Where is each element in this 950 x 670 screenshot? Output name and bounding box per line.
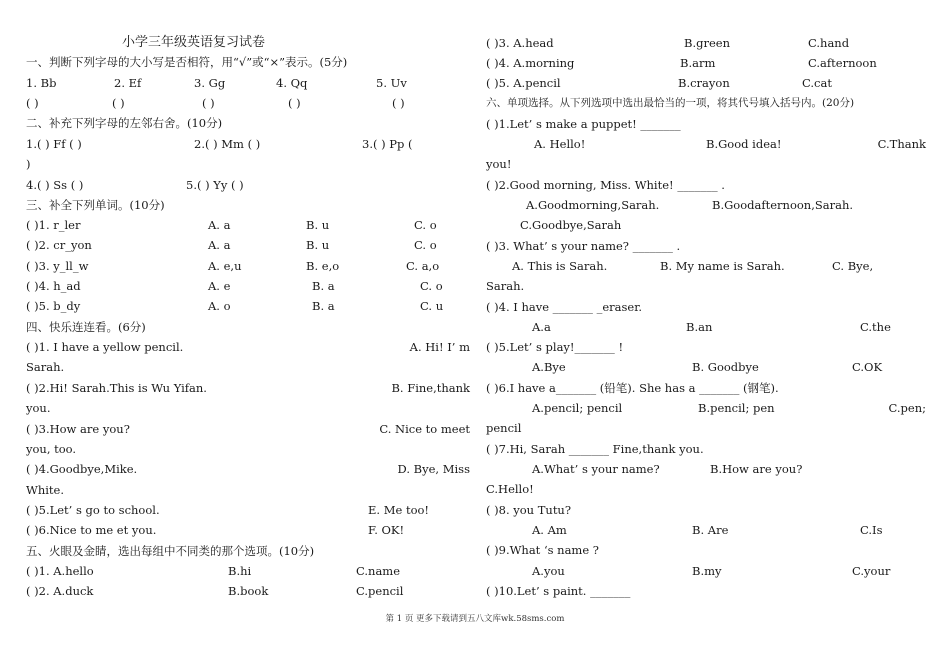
option-b[interactable]: B.hi [228, 564, 252, 578]
odd-one-row [486, 35, 926, 51]
section-4-heading: 四、快乐连连看。(6分) [26, 320, 146, 334]
option-b[interactable]: B. u [306, 238, 330, 252]
option-a[interactable]: A. o [208, 299, 231, 313]
match-question[interactable]: ( )6.Nice to me et you. [26, 523, 157, 537]
question-5[interactable]: ( )5.Let’ s play!_______ ! [486, 340, 624, 354]
question-9[interactable]: ( )9.What ‘s name ? [486, 543, 599, 557]
option-c[interactable]: C.Hello! [486, 482, 534, 496]
option-b[interactable]: B. a [312, 299, 335, 313]
question-10[interactable]: ( )10.Let’ s paint. _______ [486, 584, 631, 598]
match-answer[interactable]: F. OK! [368, 523, 405, 537]
match-question[interactable]: ( )3.How are you? [26, 422, 130, 436]
option-b[interactable]: B.crayon [678, 76, 730, 90]
option-a[interactable]: A. Hello! [534, 137, 586, 151]
option-a[interactable]: A.you [532, 564, 565, 578]
option-c[interactable]: C.pen; [888, 401, 926, 415]
option-b[interactable]: B.arm [680, 56, 716, 70]
option-b[interactable]: B.pencil; pen [698, 401, 775, 415]
question[interactable]: ( )3. A.head [486, 36, 554, 50]
section-1-blanks [26, 95, 470, 111]
section-3-row [26, 298, 470, 314]
option-c[interactable]: C.name [356, 564, 401, 578]
options-4 [486, 319, 926, 335]
question[interactable]: ( )5. A.pencil [486, 76, 561, 90]
question[interactable]: ( )1. r_ler [26, 218, 81, 232]
option-b[interactable]: B.book [228, 584, 269, 598]
option-c[interactable]: C.hand [808, 36, 850, 50]
option-a[interactable]: A.What’ s your name? [532, 462, 660, 476]
option-c[interactable]: C.pencil [356, 584, 404, 598]
question-6[interactable]: ( )6.I have a_______ (铅笔). She has a _______ (钢笔). [486, 381, 779, 395]
option-b[interactable]: B. My name is Sarah. [660, 259, 785, 273]
question-7[interactable]: ( )7.Hi, Sarah _______ Fine,thank you. [486, 442, 704, 456]
odd-one-row [486, 75, 926, 91]
answer-blank[interactable]: ( ) [112, 96, 125, 110]
section-2-row-2 [26, 177, 470, 193]
option-a[interactable]: A. a [208, 238, 231, 252]
neighbor-item[interactable]: 1.( ) Ff ( ) [26, 137, 82, 151]
option-c[interactable]: C.the [860, 320, 891, 334]
match-row [26, 339, 470, 355]
question[interactable]: ( )2. A.duck [26, 584, 94, 598]
question[interactable]: ( )2. cr_yon [26, 238, 92, 252]
match-answer[interactable]: A. Hi! I’ m [409, 340, 470, 354]
neighbor-item[interactable]: 4.( ) Ss ( ) [26, 178, 84, 192]
section-6-heading: 六、单项选择。从下列选项中选出最恰当的一项，将其代号填入括号内。(20分) [486, 97, 855, 109]
match-row [26, 421, 470, 437]
match-question[interactable]: ( )2.Hi! Sarah.This is Wu Yifan. [26, 381, 207, 395]
option-a[interactable]: A. e,u [208, 259, 242, 273]
option-a[interactable]: A. Am [532, 523, 567, 537]
options-9 [486, 563, 926, 579]
option-b[interactable]: B.Good idea! [706, 137, 782, 151]
match-answer[interactable]: D. Bye, Miss [397, 462, 470, 476]
option-c[interactable]: C. a,o [406, 259, 440, 273]
option-b[interactable]: B. a [312, 279, 335, 293]
match-answer-wrap: White. [26, 483, 64, 497]
match-answer-wrap: Sarah. [26, 360, 65, 374]
section-3-row [26, 258, 470, 274]
neighbor-item[interactable]: 3.( ) Pp ( [362, 137, 413, 151]
letter-pair: 2. Ef [114, 76, 142, 90]
option-a[interactable]: A. a [208, 218, 231, 232]
section-5-heading: 五、火眼及金睛，选出每组中不同类的那个选项。(10分) [26, 544, 315, 558]
section-3-heading: 三、补全下列单词。(10分) [26, 198, 165, 212]
page-title: 小学三年级英语复习试卷 [122, 35, 266, 50]
option-wrap: you! [486, 157, 512, 171]
option-c[interactable]: C.your [852, 564, 891, 578]
question-1[interactable]: ( )1.Let’ s make a puppet! _______ [486, 117, 681, 131]
option-b[interactable]: B.my [692, 564, 722, 578]
letter-pair: 3. Gg [194, 76, 226, 90]
match-row [26, 502, 470, 518]
odd-one-row [486, 55, 926, 71]
match-answer[interactable]: C. Nice to meet [379, 422, 470, 436]
option-c[interactable]: C. o [414, 218, 437, 232]
option-b[interactable]: B. Goodbye [692, 360, 759, 374]
option-c[interactable]: C.Goodbye,Sarah [520, 218, 622, 232]
options-2 [486, 197, 926, 213]
question-4[interactable]: ( )4. I have _______ _eraser. [486, 300, 643, 314]
letter-pair: 5. Uv [376, 76, 407, 90]
answer-blank[interactable]: ( ) [392, 96, 405, 110]
section-1-letters [26, 75, 470, 91]
question[interactable]: ( )1. A.hello [26, 564, 94, 578]
option-a[interactable]: A.Goodmorning,Sarah. [526, 198, 660, 212]
question-3[interactable]: ( )3. What’ s your name? _______ . [486, 239, 681, 253]
question[interactable]: ( )4. A.morning [486, 56, 575, 70]
section-1-heading: 一、判断下列字母的大小写是否相符，用“√”或“×”表示。(5分) [26, 55, 348, 69]
option-c[interactable]: C.Is [860, 523, 883, 537]
match-row [26, 380, 470, 396]
answer-blank[interactable]: ( ) [288, 96, 301, 110]
option-c[interactable]: C. u [420, 299, 444, 313]
section-2-row-1-wrap: ) [26, 157, 31, 171]
neighbor-item[interactable]: 5.( ) Yy ( ) [186, 178, 244, 192]
answer-blank[interactable]: ( ) [26, 96, 39, 110]
match-question[interactable]: ( )5.Let’ s go to school. [26, 503, 160, 517]
options-5 [486, 359, 926, 375]
option-c[interactable]: C.Thank [877, 137, 926, 151]
question[interactable]: ( )4. h_ad [26, 279, 81, 293]
option-a[interactable]: A. e [208, 279, 231, 293]
option-c[interactable]: C. Bye, [832, 259, 874, 273]
odd-one-row [26, 563, 470, 579]
section-3-row [26, 278, 470, 294]
options-3 [486, 258, 926, 274]
option-c[interactable]: C. o [420, 279, 443, 293]
match-answer-wrap: you. [26, 401, 51, 415]
option-wrap: Sarah. [486, 279, 525, 293]
answer-blank[interactable]: ( ) [202, 96, 215, 110]
option-b[interactable]: B. e,o [306, 259, 340, 273]
options-7 [486, 461, 926, 477]
section-3-row [26, 237, 470, 253]
match-question[interactable]: ( )4.Goodbye,Mike. [26, 462, 138, 476]
option-b[interactable]: B.How are you? [710, 462, 803, 476]
question-8[interactable]: ( )8. you Tutu? [486, 503, 572, 517]
option-c[interactable]: C.afternoon [808, 56, 877, 70]
question[interactable]: ( )5. b_dy [26, 299, 81, 313]
options-1 [486, 136, 926, 152]
page-footer: 第 1 页 更多下载请到五八文库wk.58sms.com [385, 614, 565, 624]
option-c[interactable]: C. o [414, 238, 437, 252]
match-question[interactable]: ( )1. I have a yellow pencil. [26, 340, 184, 354]
section-2-heading: 二、补充下列字母的左邻右舍。(10分) [26, 116, 223, 130]
option-b[interactable]: B.green [684, 36, 730, 50]
question-2[interactable]: ( )2.Good morning, Miss. White! _______ . [486, 178, 725, 192]
letter-pair: 1. Bb [26, 76, 57, 90]
letter-pair: 4. Qq [276, 76, 308, 90]
options-8 [486, 522, 926, 538]
match-answer[interactable]: E. Me too! [368, 503, 430, 517]
match-answer-wrap: you, too. [26, 442, 77, 456]
option-a[interactable]: A. This is Sarah. [512, 259, 608, 273]
section-3-row [26, 217, 470, 233]
option-a[interactable]: A.pencil; pencil [532, 401, 623, 415]
option-c[interactable]: C.cat [802, 76, 832, 90]
question[interactable]: ( )3. y_ll_w [26, 259, 89, 273]
options-6 [486, 400, 926, 416]
match-row [26, 522, 470, 538]
option-a[interactable]: A.a [532, 320, 551, 334]
neighbor-item[interactable]: 2.( ) Mm ( ) [194, 137, 261, 151]
option-b[interactable]: B. u [306, 218, 330, 232]
odd-one-row [26, 583, 470, 599]
option-wrap: pencil [486, 421, 522, 435]
option-b[interactable]: B. Are [692, 523, 729, 537]
option-b[interactable]: B.Goodafternoon,Sarah. [712, 198, 854, 212]
match-row [26, 461, 470, 477]
option-a[interactable]: A.Bye [532, 360, 566, 374]
match-answer[interactable]: B. Fine,thank [391, 381, 470, 395]
option-c[interactable]: C.OK [852, 360, 883, 374]
section-2-row-1 [26, 136, 470, 152]
option-b[interactable]: B.an [686, 320, 713, 334]
